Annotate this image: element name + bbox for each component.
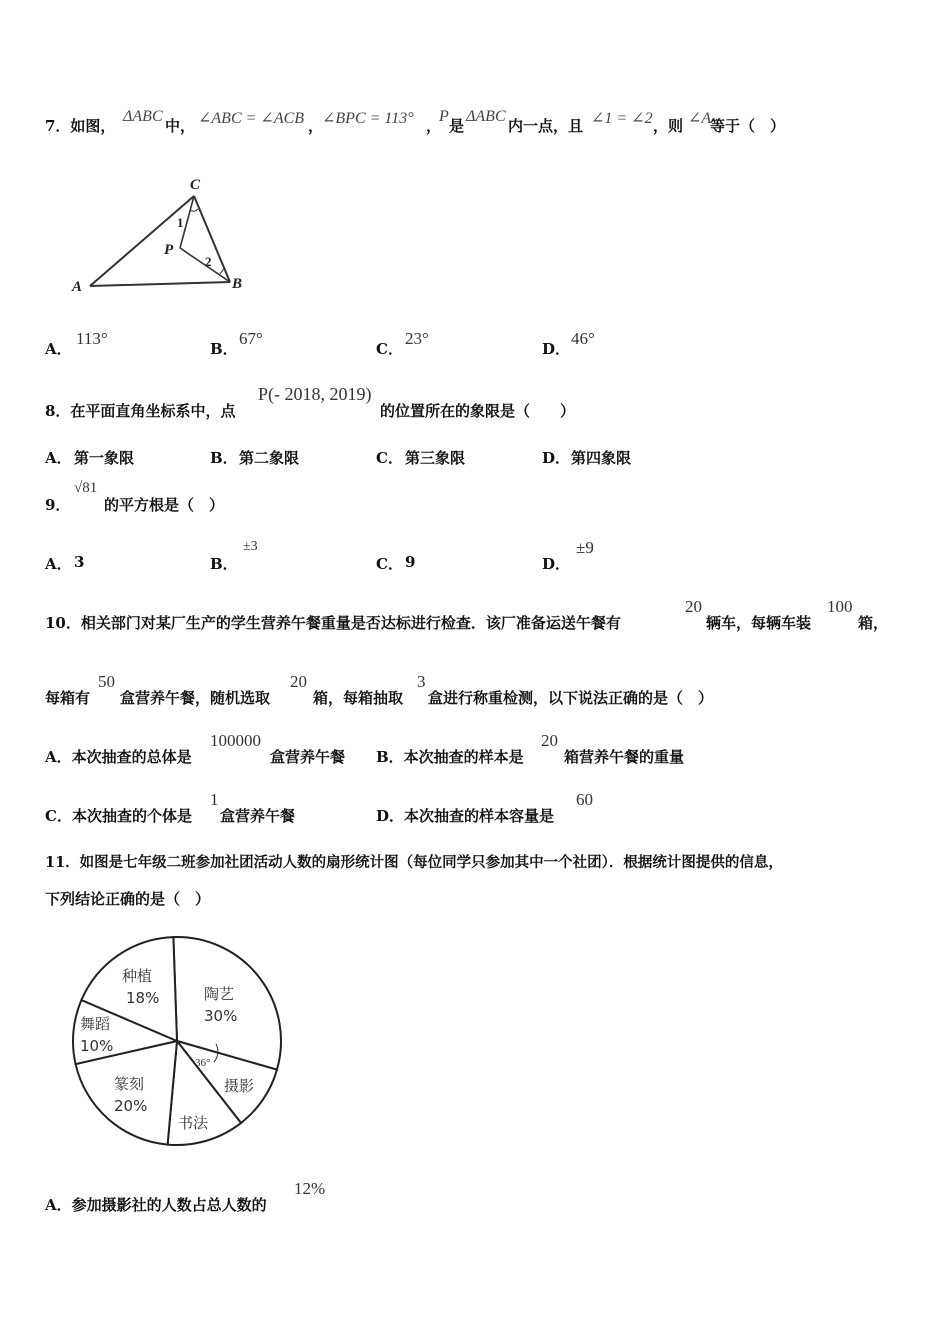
slice-label-sheying-name: 摄影 (224, 1077, 255, 1095)
q11-option-a-text: A．参加摄影社的人数占总人数的 (45, 1196, 267, 1214)
q10-num-100: 100 (827, 597, 853, 616)
q10-option-c-text: C．本次抽查的个体是 (45, 807, 192, 825)
q10-line2-a: 每箱有 (45, 689, 91, 707)
slice-label-taoyi-pct: 30% (204, 1007, 238, 1025)
label-c: C (190, 177, 201, 193)
q7-text: 中， (165, 117, 196, 135)
angle-2-arc (220, 268, 224, 274)
slice-label-zhuanke-name: 篆刻 (114, 1075, 145, 1093)
label-angle-2: 2 (205, 254, 212, 269)
q9-option-d-value: ±9 (576, 538, 594, 557)
slice-label-shufa-name: 书法 (178, 1114, 209, 1132)
q11-line2: 下列结论正确的是（ ） (45, 890, 211, 908)
q8-option-a: A． (45, 449, 72, 467)
q7-option-c-letter: C． (376, 340, 403, 358)
q7-option-a-value: 113° (76, 329, 108, 348)
q10-option-a-text: A．本次抽查的总体是 (45, 748, 192, 766)
q8-math-point: P(- 2018, 2019) (258, 384, 372, 404)
q10-line2-c: 箱，每箱抽取 (313, 689, 404, 707)
q7-text: 等于（ ） (710, 117, 786, 135)
q10-option-d-text: D．本次抽查的样本容量是 (376, 807, 555, 825)
pie-chart (60, 925, 300, 1155)
q9-text-post: 的平方根是（ ） (104, 496, 225, 514)
q10-num-50: 50 (98, 672, 115, 691)
q7-text: ，则 (653, 117, 684, 135)
label-b: B (232, 276, 243, 292)
q10-option-c-post: 盒营养午餐 (220, 807, 296, 825)
q7-option-c-value: 23° (405, 329, 429, 348)
q8-option-c-value: 第三象限 (405, 449, 466, 467)
q7-math-angle-eq: ∠ABC = ∠ACB (198, 110, 305, 127)
q7-number: 7．如图， (45, 117, 116, 135)
q9-option-a: A． (45, 555, 72, 573)
q11-option-a-number: 12% (294, 1179, 326, 1198)
q10-num-20-cars: 20 (685, 597, 702, 616)
q7-option-d-value: 46° (571, 329, 595, 348)
q10-num-20-boxes: 20 (290, 672, 307, 691)
q10-option-b-number: 20 (541, 731, 558, 750)
q8-option-a-value: 第一象限 (74, 449, 135, 467)
q10-line2-b: 盒营养午餐，随机选取 (120, 689, 271, 707)
segment-ab (90, 282, 230, 286)
q8-option-b-value: 第二象限 (239, 449, 300, 467)
q9-option-a-value: 3 (74, 553, 85, 571)
q8-option-d-value: 第四象限 (571, 449, 632, 467)
slice-label-zhongzhi-pct: 18% (126, 989, 160, 1007)
q7-text: ， (308, 117, 324, 135)
q7-math-angle-a: ∠A (688, 110, 712, 127)
q9-option-b-value: ±3 (243, 539, 258, 554)
q10-num-3: 3 (417, 672, 426, 691)
label-a: A (72, 279, 83, 295)
q7-triangle-figure (60, 170, 260, 300)
q7-math-bpc: ∠BPC = 113° (322, 110, 414, 127)
q8-text-pre: 8．在平面直角坐标系中，点 (45, 402, 236, 420)
q10-line2-d: 盒进行称重检测，以下说法正确的是（ ） (428, 689, 714, 707)
slice-label-zhongzhi-name: 种植 (122, 967, 153, 985)
q11-line1: 11．如图是七年级二班参加社团活动人数的扇形统计图（每位同学只参加其中一个社团）．根据统计图提供的信息， (45, 854, 783, 871)
q8-option-b: B． (210, 449, 238, 467)
q9-math-sqrt: √81 (74, 480, 98, 496)
q10-option-b-text: B．本次抽查的样本是 (376, 748, 524, 766)
q7-option-b-value: 67° (239, 329, 263, 348)
q9-number: 9． (45, 496, 71, 514)
q10-option-a-post: 盒营养午餐 (270, 748, 346, 766)
q7-text: 是 (449, 117, 465, 135)
q10-line1-b: 辆车，每辆车装 (706, 614, 812, 632)
q9-option-c-value: 9 (405, 553, 416, 571)
q8-option-d: D． (542, 449, 571, 467)
q8-option-c: C． (376, 449, 403, 467)
slice-label-wudao-name: 舞蹈 (80, 1015, 111, 1033)
q9-option-d: D． (542, 555, 571, 573)
q7-math-triangle: ΔABC (123, 108, 163, 125)
q10-option-a-number: 100000 (210, 731, 261, 750)
slice-angle-label: 36° (195, 1057, 211, 1069)
q7-text: 内一点，且 (508, 117, 584, 135)
label-p: P (164, 242, 174, 258)
q10-option-c-number: 1 (210, 790, 219, 809)
slice-label-taoyi-name: 陶艺 (204, 985, 235, 1003)
slice-label-wudao-pct: 10% (80, 1037, 114, 1055)
label-angle-1: 1 (177, 215, 184, 230)
q7-math-p: P (439, 108, 449, 125)
q10-option-d-number: 60 (576, 790, 593, 809)
q10-option-b-post: 箱营养午餐的重量 (564, 748, 685, 766)
q9-option-b: B． (210, 555, 238, 573)
q10-line1-c: 箱， (858, 614, 889, 632)
segment-ac (90, 196, 194, 286)
q7-math-triangle2: ΔABC (466, 108, 506, 125)
slice-label-zhuanke-pct: 20% (114, 1097, 148, 1115)
q10-line1-a: 10．相关部门对某厂生产的学生营养午餐重量是否达标进行检查．该厂准备运送午餐有 (45, 614, 621, 632)
q7-option-b-letter: B． (210, 340, 238, 358)
q7-option-a-letter: A． (45, 340, 72, 358)
q7-math-angles12: ∠1 = ∠2 (591, 110, 653, 127)
q7-text: ， (426, 117, 442, 135)
q9-option-c: C． (376, 555, 403, 573)
q8-text-post: 的位置所在的象限是（ ） (380, 402, 576, 420)
q7-option-d-letter: D． (542, 340, 571, 358)
